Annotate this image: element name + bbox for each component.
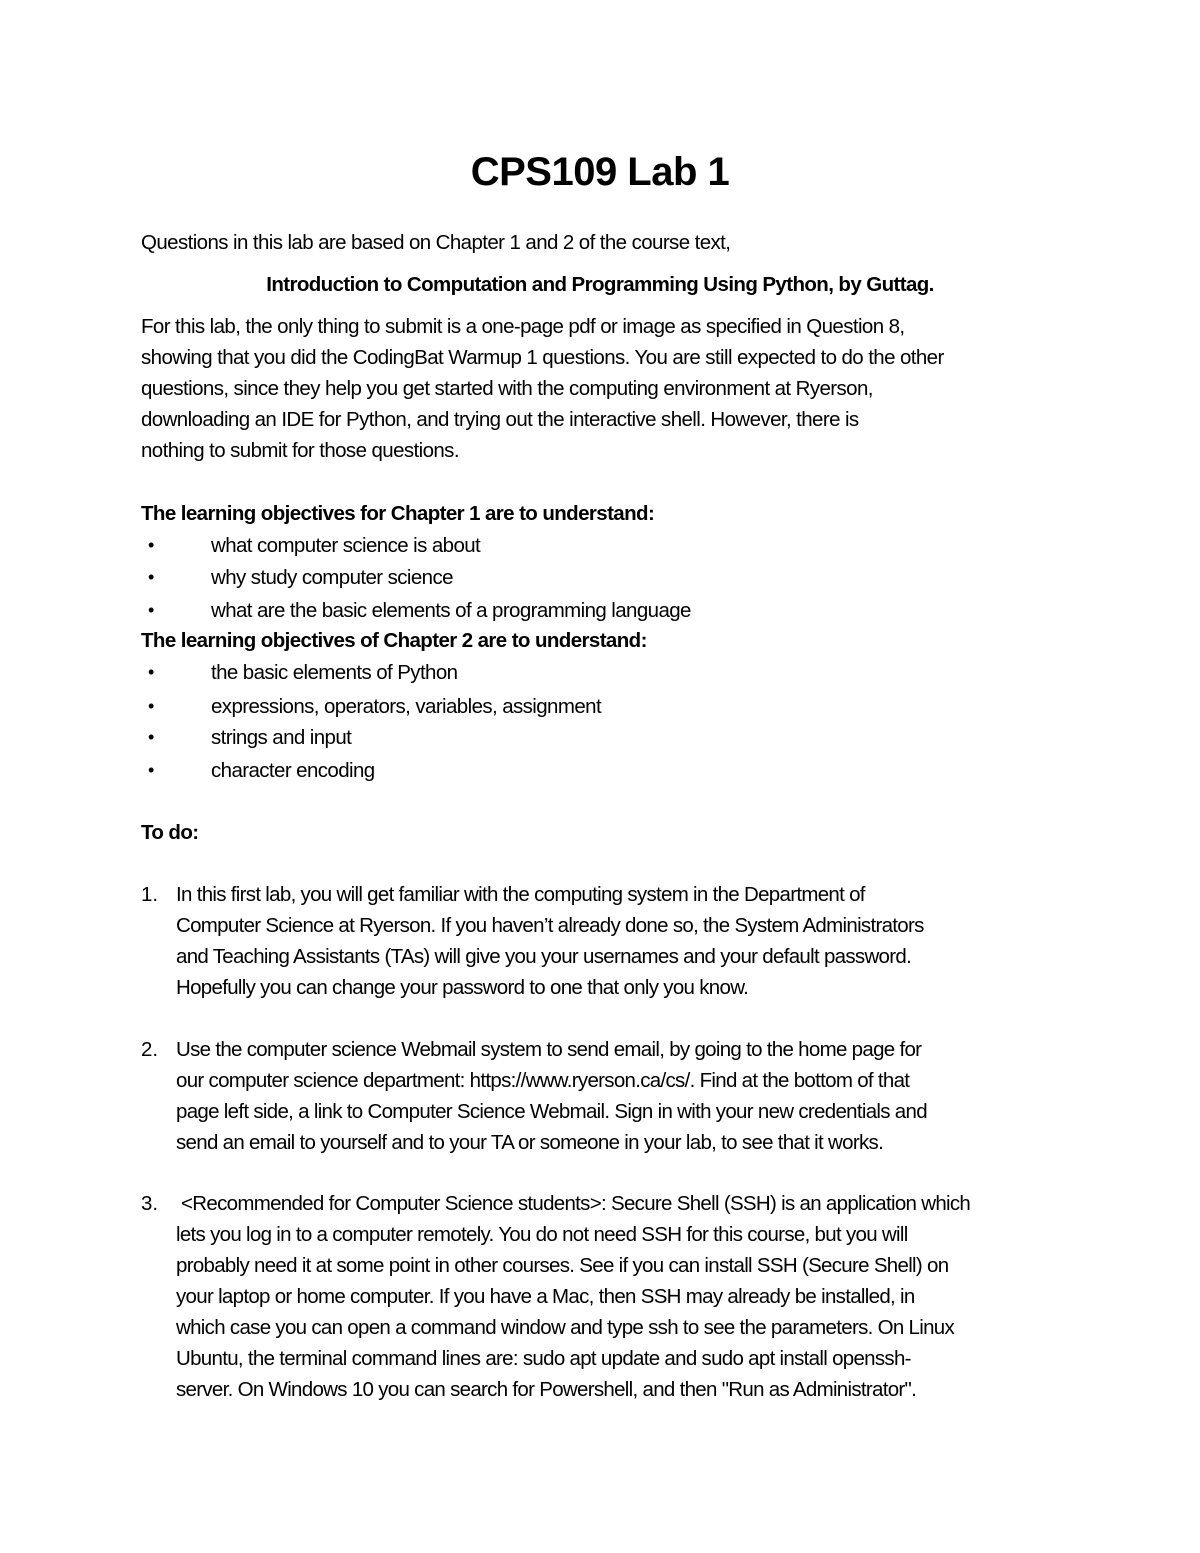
chapter2-heading: The learning objectives of Chapter 2 are to understand: xyxy=(141,629,647,652)
task-line: probably need it at some point in other courses. See if you can install SSH (Secure Shell) on xyxy=(176,1254,949,1277)
list-item: character encoding xyxy=(211,759,375,782)
page-title: CPS109 Lab 1 xyxy=(470,150,730,194)
task-line: which case you can open a command window and type ssh to see the parameters. On Linux xyxy=(176,1316,955,1339)
bullet-icon: • xyxy=(148,760,155,780)
task-line: <Recommended for Computer Science students>: Secure Shell (SSH) is an application which xyxy=(176,1192,971,1215)
bullet-icon: • xyxy=(148,662,155,682)
list-item: strings and input xyxy=(211,726,352,749)
task-line: Computer Science at Ryerson. If you haven’t already done so, the System Administrators xyxy=(176,914,924,937)
bullet-icon: • xyxy=(148,727,155,747)
task-line: your laptop or home computer. If you have a Mac, then SSH may already be installed, in xyxy=(176,1285,915,1308)
paragraph-line: questions, since they help you get started with the computing environment at Ryerson, xyxy=(141,377,873,400)
list-item: expressions, operators, variables, assignment xyxy=(211,695,602,718)
list-item: what computer science is about xyxy=(211,534,481,557)
task-number: 3. xyxy=(141,1192,159,1215)
task-line: Use the computer science Webmail system to send email, by going to the home page for xyxy=(176,1038,922,1061)
bullet-icon: • xyxy=(148,696,155,716)
chapter1-heading: The learning objectives for Chapter 1 are to understand: xyxy=(141,502,655,525)
task-line: and Teaching Assistants (TAs) will give you your usernames and your default password. xyxy=(176,945,912,968)
task-line: page left side, a link to Computer Science Webmail. Sign in with your new credentials and xyxy=(176,1100,927,1123)
paragraph-line: For this lab, the only thing to submit is a one-page pdf or image as specified in Question 8, xyxy=(141,315,905,338)
task-number: 1. xyxy=(141,883,159,906)
paragraph-line: nothing to submit for those questions. xyxy=(141,439,459,462)
task-line: Hopefully you can change your password to one that only you know. xyxy=(176,976,749,999)
paragraph-line: downloading an IDE for Python, and trying out the interactive shell. However, there is xyxy=(141,408,859,431)
list-item: why study computer science xyxy=(211,566,453,589)
bullet-icon: • xyxy=(148,535,155,555)
list-item: what are the basic elements of a programming language xyxy=(211,599,691,622)
list-item: the basic elements of Python xyxy=(211,661,458,684)
task-line: server. On Windows 10 you can search for Powershell, and then "Run as Administrator". xyxy=(176,1378,917,1401)
task-line: In this first lab, you will get familiar with the computing system in the Department of xyxy=(176,883,865,906)
paragraph-line: showing that you did the CodingBat Warmup 1 questions. You are still expected to do the other xyxy=(141,346,944,369)
bullet-icon: • xyxy=(148,600,155,620)
task-line: send an email to yourself and to your TA or someone in your lab, to see that it works. xyxy=(176,1131,884,1154)
task-number: 2. xyxy=(141,1038,159,1061)
task-line: our computer science department: https://www.ryerson.ca/cs/. Find at the bottom of that xyxy=(176,1069,910,1092)
intro-line: Questions in this lab are based on Chapter 1 and 2 of the course text, xyxy=(141,231,731,254)
task-line: Ubuntu, the terminal command lines are: sudo apt update and sudo apt install openssh- xyxy=(176,1347,911,1370)
bullet-icon: • xyxy=(148,567,155,587)
book-title: Introduction to Computation and Programming Using Python, by Guttag. xyxy=(266,273,934,296)
task-line: lets you log in to a computer remotely. You do not need SSH for this course, but you will xyxy=(176,1223,908,1246)
todo-heading: To do: xyxy=(141,821,199,844)
